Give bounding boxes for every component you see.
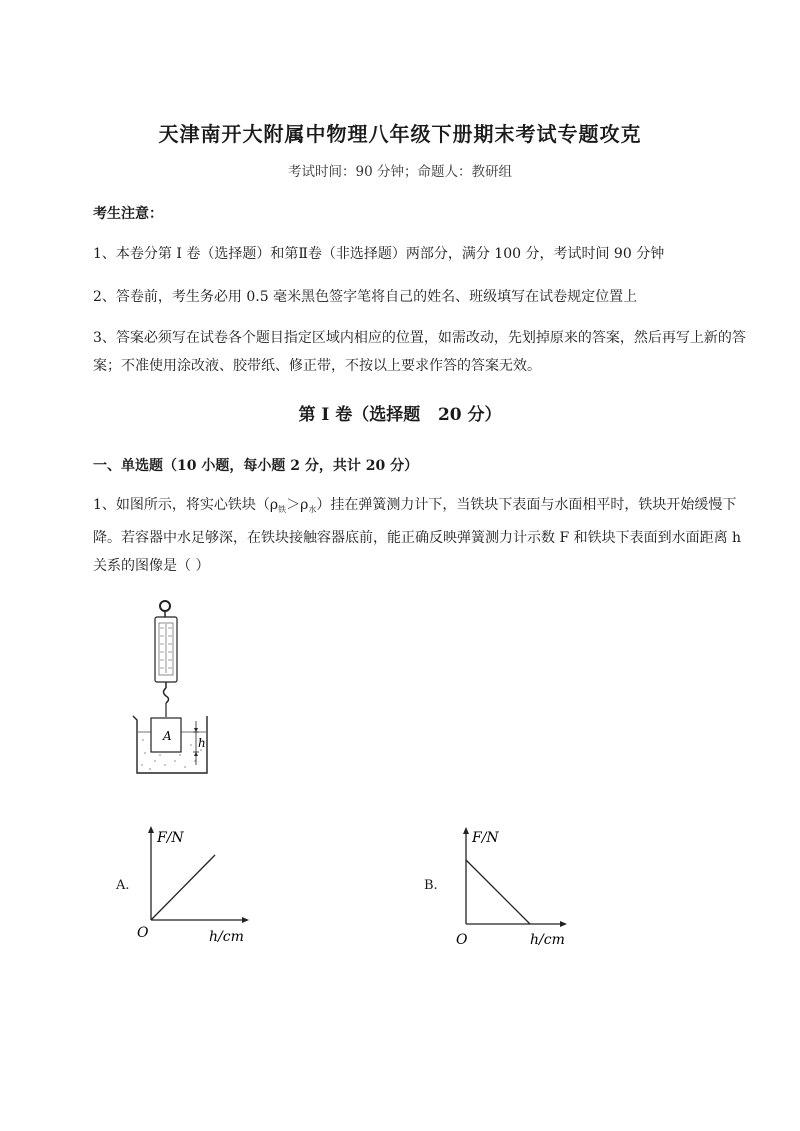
x-axis-label: h/cm bbox=[530, 932, 565, 948]
block-label: A bbox=[163, 729, 172, 743]
option-b-label[interactable]: B. bbox=[424, 878, 438, 893]
question-group-title: 一、单选题（10 小题，每小题 2 分，共计 20 分） bbox=[93, 458, 419, 474]
q1-text-mid: ＞ρ bbox=[286, 497, 309, 513]
y-arrow-icon bbox=[463, 827, 469, 834]
q1-text-after: ）挂在弹簧测力计下，当铁块下表面与水面相平时，铁块开始缓慢下降。若容器中水足够深，在铁块接触容器底前，能正确反映弹簧测力计示数 F 和铁块下表面到水面距离 h 关系的图像是（ ） bbox=[93, 497, 742, 574]
depth-label: h bbox=[198, 736, 206, 750]
exam-info: 考试时间：90 分钟；命题人：教研组 bbox=[288, 164, 512, 180]
scale-ring-icon bbox=[160, 601, 170, 611]
q1-sub-water: 水 bbox=[308, 505, 317, 514]
x-arrow-icon bbox=[560, 921, 567, 927]
page-title: 天津南开大附属中物理八年级下册期末考试专题攻克 bbox=[158, 122, 642, 146]
x-axis-label: h/cm bbox=[209, 929, 244, 945]
option-a-label[interactable]: A. bbox=[116, 878, 130, 893]
spring-scale-figure bbox=[125, 595, 225, 780]
origin-label: O bbox=[456, 932, 468, 948]
notice-item-3: 3、答案必须写在试卷各个题目指定区域内相应的位置，如需改动，先划掉原来的答案，然后再写上新的答案；不准使用涂改液、胶带纸、修正带，不按以上要求作答的答案无效。 bbox=[93, 330, 746, 374]
y-axis-label: F/N bbox=[157, 830, 184, 846]
series-line bbox=[151, 855, 215, 920]
q1-text-before: 1、如图所示，将实心铁块（ρ bbox=[93, 497, 279, 513]
option-b-graph[interactable] bbox=[450, 820, 580, 955]
hook-icon bbox=[164, 688, 169, 703]
question-1-text bbox=[93, 491, 753, 580]
origin-label: O bbox=[137, 925, 149, 941]
y-arrow-icon bbox=[148, 826, 154, 833]
notice-item-1: 1、本卷分第 I 卷（选择题）和第Ⅱ卷（非选择题）两部分，满分 100 分，考试时间 90 分钟 bbox=[93, 246, 665, 262]
series-line bbox=[466, 860, 530, 924]
option-a-graph[interactable] bbox=[135, 820, 260, 950]
q1-sub-iron: 铁 bbox=[278, 505, 287, 514]
notice-item-2: 2、答卷前，考生务必用 0.5 毫米黑色签字笔将自己的姓名、班级填写在试卷规定位置上 bbox=[93, 289, 638, 305]
x-arrow-icon bbox=[242, 917, 249, 923]
y-axis-label: F/N bbox=[472, 830, 499, 846]
section-title: 第 I 卷（选择题 20 分） bbox=[298, 405, 502, 425]
notice-heading: 考生注意： bbox=[93, 206, 163, 222]
